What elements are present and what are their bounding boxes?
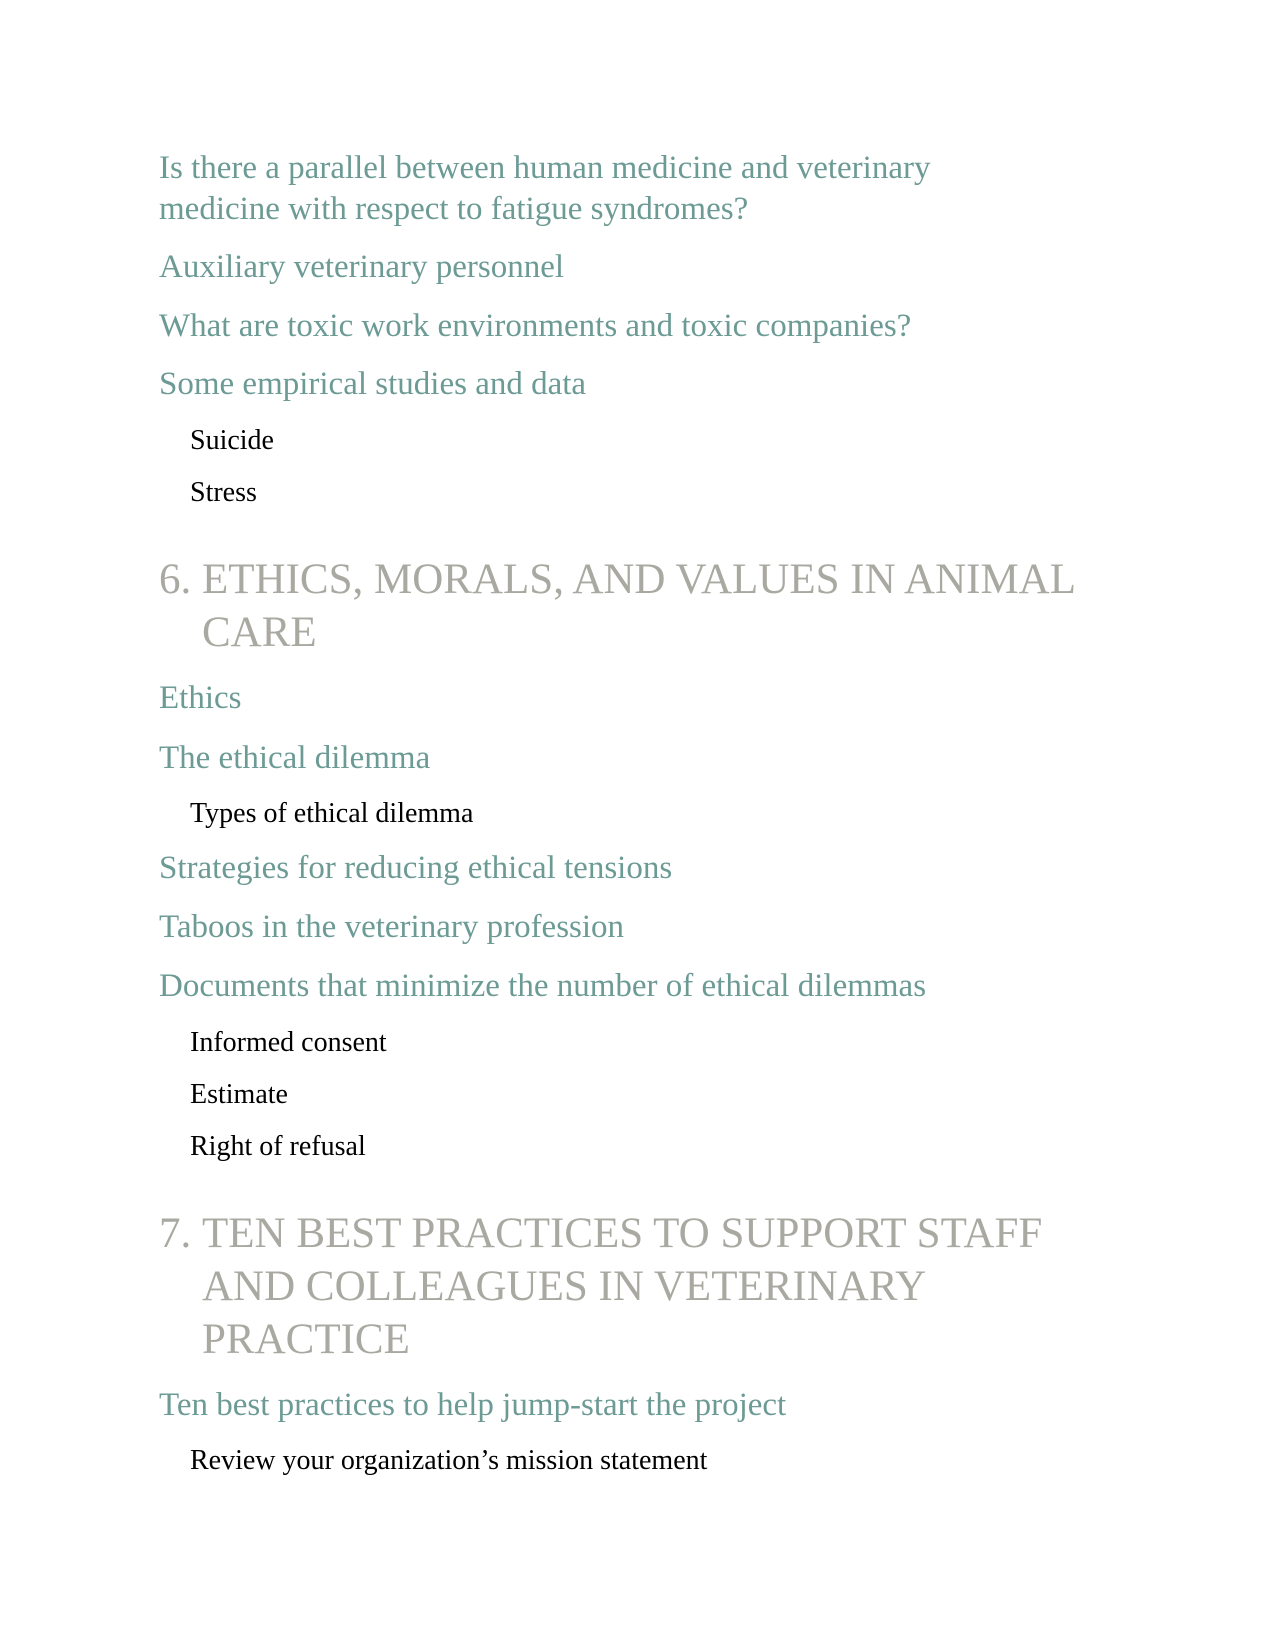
toc-section-fatigue-parallel-cont: medicine with respect to fatigue syndromes? xyxy=(159,191,749,227)
toc-subsection-mission-statement: Review your organization’s mission statement xyxy=(190,1445,708,1476)
toc-chapter-7-line-1: TEN BEST PRACTICES TO SUPPORT STAFF xyxy=(202,1210,1043,1257)
toc-section-fatigue-parallel: Is there a parallel between human medicine and veterinary xyxy=(159,150,931,186)
toc-subsection-estimate: Estimate xyxy=(190,1079,288,1110)
toc-subsection-types-of-dilemma: Types of ethical dilemma xyxy=(190,798,474,829)
toc-section-auxiliary-personnel: Auxiliary veterinary personnel xyxy=(159,249,565,285)
toc-section-documents: Documents that minimize the number of ethical dilemmas xyxy=(159,968,927,1004)
toc-chapter-7-number: 7. xyxy=(159,1210,192,1257)
toc-chapter-7-line-2: AND COLLEAGUES IN VETERINARY xyxy=(202,1263,927,1310)
toc-section-empirical-studies: Some empirical studies and data xyxy=(159,366,587,402)
toc-chapter-6-number: 6. xyxy=(159,556,192,603)
toc-chapter-7-line-3: PRACTICE xyxy=(202,1316,410,1363)
toc-section-toxic-environments: What are toxic work environments and toxic companies? xyxy=(159,308,912,344)
toc-section-strategies: Strategies for reducing ethical tensions xyxy=(159,850,673,886)
toc-chapter-6-line-1: ETHICS, MORALS, AND VALUES IN ANIMAL xyxy=(202,556,1077,603)
toc-section-taboos: Taboos in the veterinary profession xyxy=(159,909,625,945)
toc-subsection-right-of-refusal: Right of refusal xyxy=(190,1131,366,1162)
toc-chapter-6-line-2: CARE xyxy=(202,609,317,656)
toc-subsection-stress: Stress xyxy=(190,477,257,508)
toc-section-ethical-dilemma: The ethical dilemma xyxy=(159,740,431,776)
toc-chapter-7-title xyxy=(159,1207,1042,1260)
toc-subsection-suicide: Suicide xyxy=(190,425,274,456)
toc-section-ethics: Ethics xyxy=(159,680,242,716)
toc-chapter-6-title xyxy=(159,553,1076,606)
toc-subsection-informed-consent: Informed consent xyxy=(190,1027,387,1058)
toc-section-ten-best-practices: Ten best practices to help jump-start the project xyxy=(159,1387,787,1423)
